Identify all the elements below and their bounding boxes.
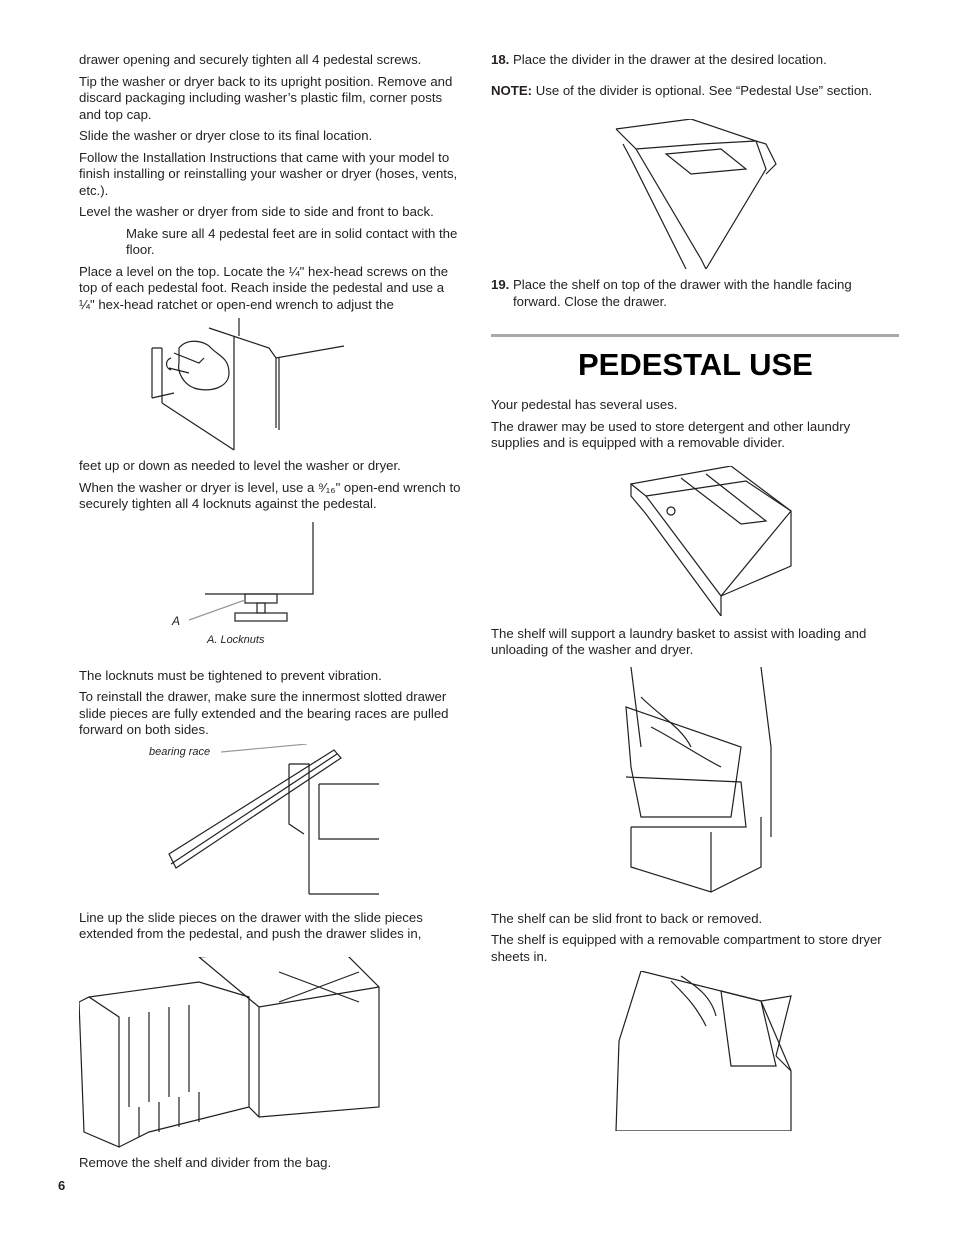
paragraph-shelf-basket: The shelf will support a laundry basket to assist with loading and unloading of the washer and dryer. [491,625,867,657]
paragraph-remove-shelf: Remove the shelf and divider from the bag. [79,1154,332,1170]
paragraph-line-up-slides: Line up the slide pieces on the drawer with the slide pieces extended from the pedestal, and push the drawer slides in, [79,909,423,941]
step-19-text: Place the shelf on top of the drawer with the handle facing forward. Close the drawer. [513,277,852,309]
step-18-number: 18. [491,52,510,67]
step-18 [491,52,899,69]
figure-dryer-sheet-compartment [491,971,899,1133]
bearing-race-label: bearing race [149,745,211,758]
paragraph-shelf-compartment: The shelf is equipped with a removable compartment to store dryer sheets in. [491,932,882,964]
paragraph-place-level: Place a level on the top. Locate the ¼" hex-head screws on the top of each pedestal foot. Reach inside the pedestal and use a ¼" hex-head ratchet or open-end wrench to adjust the [79,263,449,312]
locknut-caption: A. Locknuts [207,633,265,646]
figure-bearing-race [79,744,461,906]
paragraph-level: Level the washer or dryer from side to side and front to back. [79,204,434,219]
paragraph-tip-upright: Tip the washer or dryer back to its upright position. Remove and discard packaging including washer’s plastic film, corner posts and top cap. [79,73,453,122]
paragraph-feet-adjust: feet up or down as needed to level the washer or dryer. [79,458,401,473]
paragraph-shelf-slide: The shelf can be slid front to back or removed. [491,910,763,926]
note-text: Use of the divider is optional. See “Pedestal Use” section. [535,82,873,98]
paragraph-slide-close: Slide the washer or dryer close to its final location. [79,128,373,143]
section-divider [491,334,899,337]
note-label: NOTE: [491,82,533,98]
figure-laundry-basket [491,667,899,911]
paragraph-locknuts-vibration: The locknuts must be tightened to prevent vibration. [79,667,382,683]
paragraph-reinstall-drawer: To reinstall the drawer, make sure the innermost slotted drawer slide pieces are fully extended and the bearing races are pulled forward on both sides. [79,689,449,737]
locknut-letter: A [172,613,181,628]
note [491,83,899,100]
paragraph-drawer-use: The drawer may be used to store detergent and other laundry supplies and is equipped with a removable divider. [491,418,851,450]
paragraph-tighten-locknuts: When the washer or dryer is level, use a ⁹⁄₁₆" open-end wrench to securely tighten all 4 locknuts against the pedestal. [79,479,461,511]
section-title: PEDESTAL USE [578,347,813,382]
step-19-number: 19. [491,277,510,292]
figure-drawer-pedestal [79,957,461,1155]
right-column [491,52,899,1133]
figure-wrench-adjust [79,318,461,458]
paragraph-feet-contact: Make sure all 4 pedestal feet are in solid contact with the floor. [126,225,458,257]
step-19 [491,277,899,310]
left-column [79,52,461,1176]
figure-locknuts [79,518,461,668]
paragraph-tighten-screws: drawer opening and securely tighten all 4 pedestal screws. [79,52,422,67]
figure-divider-drawer [491,119,899,277]
paragraph-several-uses: Your pedestal has several uses. [491,397,678,412]
step-18-text: Place the divider in the drawer at the desired location. [513,52,827,67]
page-number: 6 [58,1178,66,1193]
paragraph-follow-instructions: Follow the Installation Instructions that came with your model to finish installing or reinstalling your washer or dryer (hoses, vents, etc.). [79,149,458,198]
figure-drawer-divider-top [491,466,899,626]
